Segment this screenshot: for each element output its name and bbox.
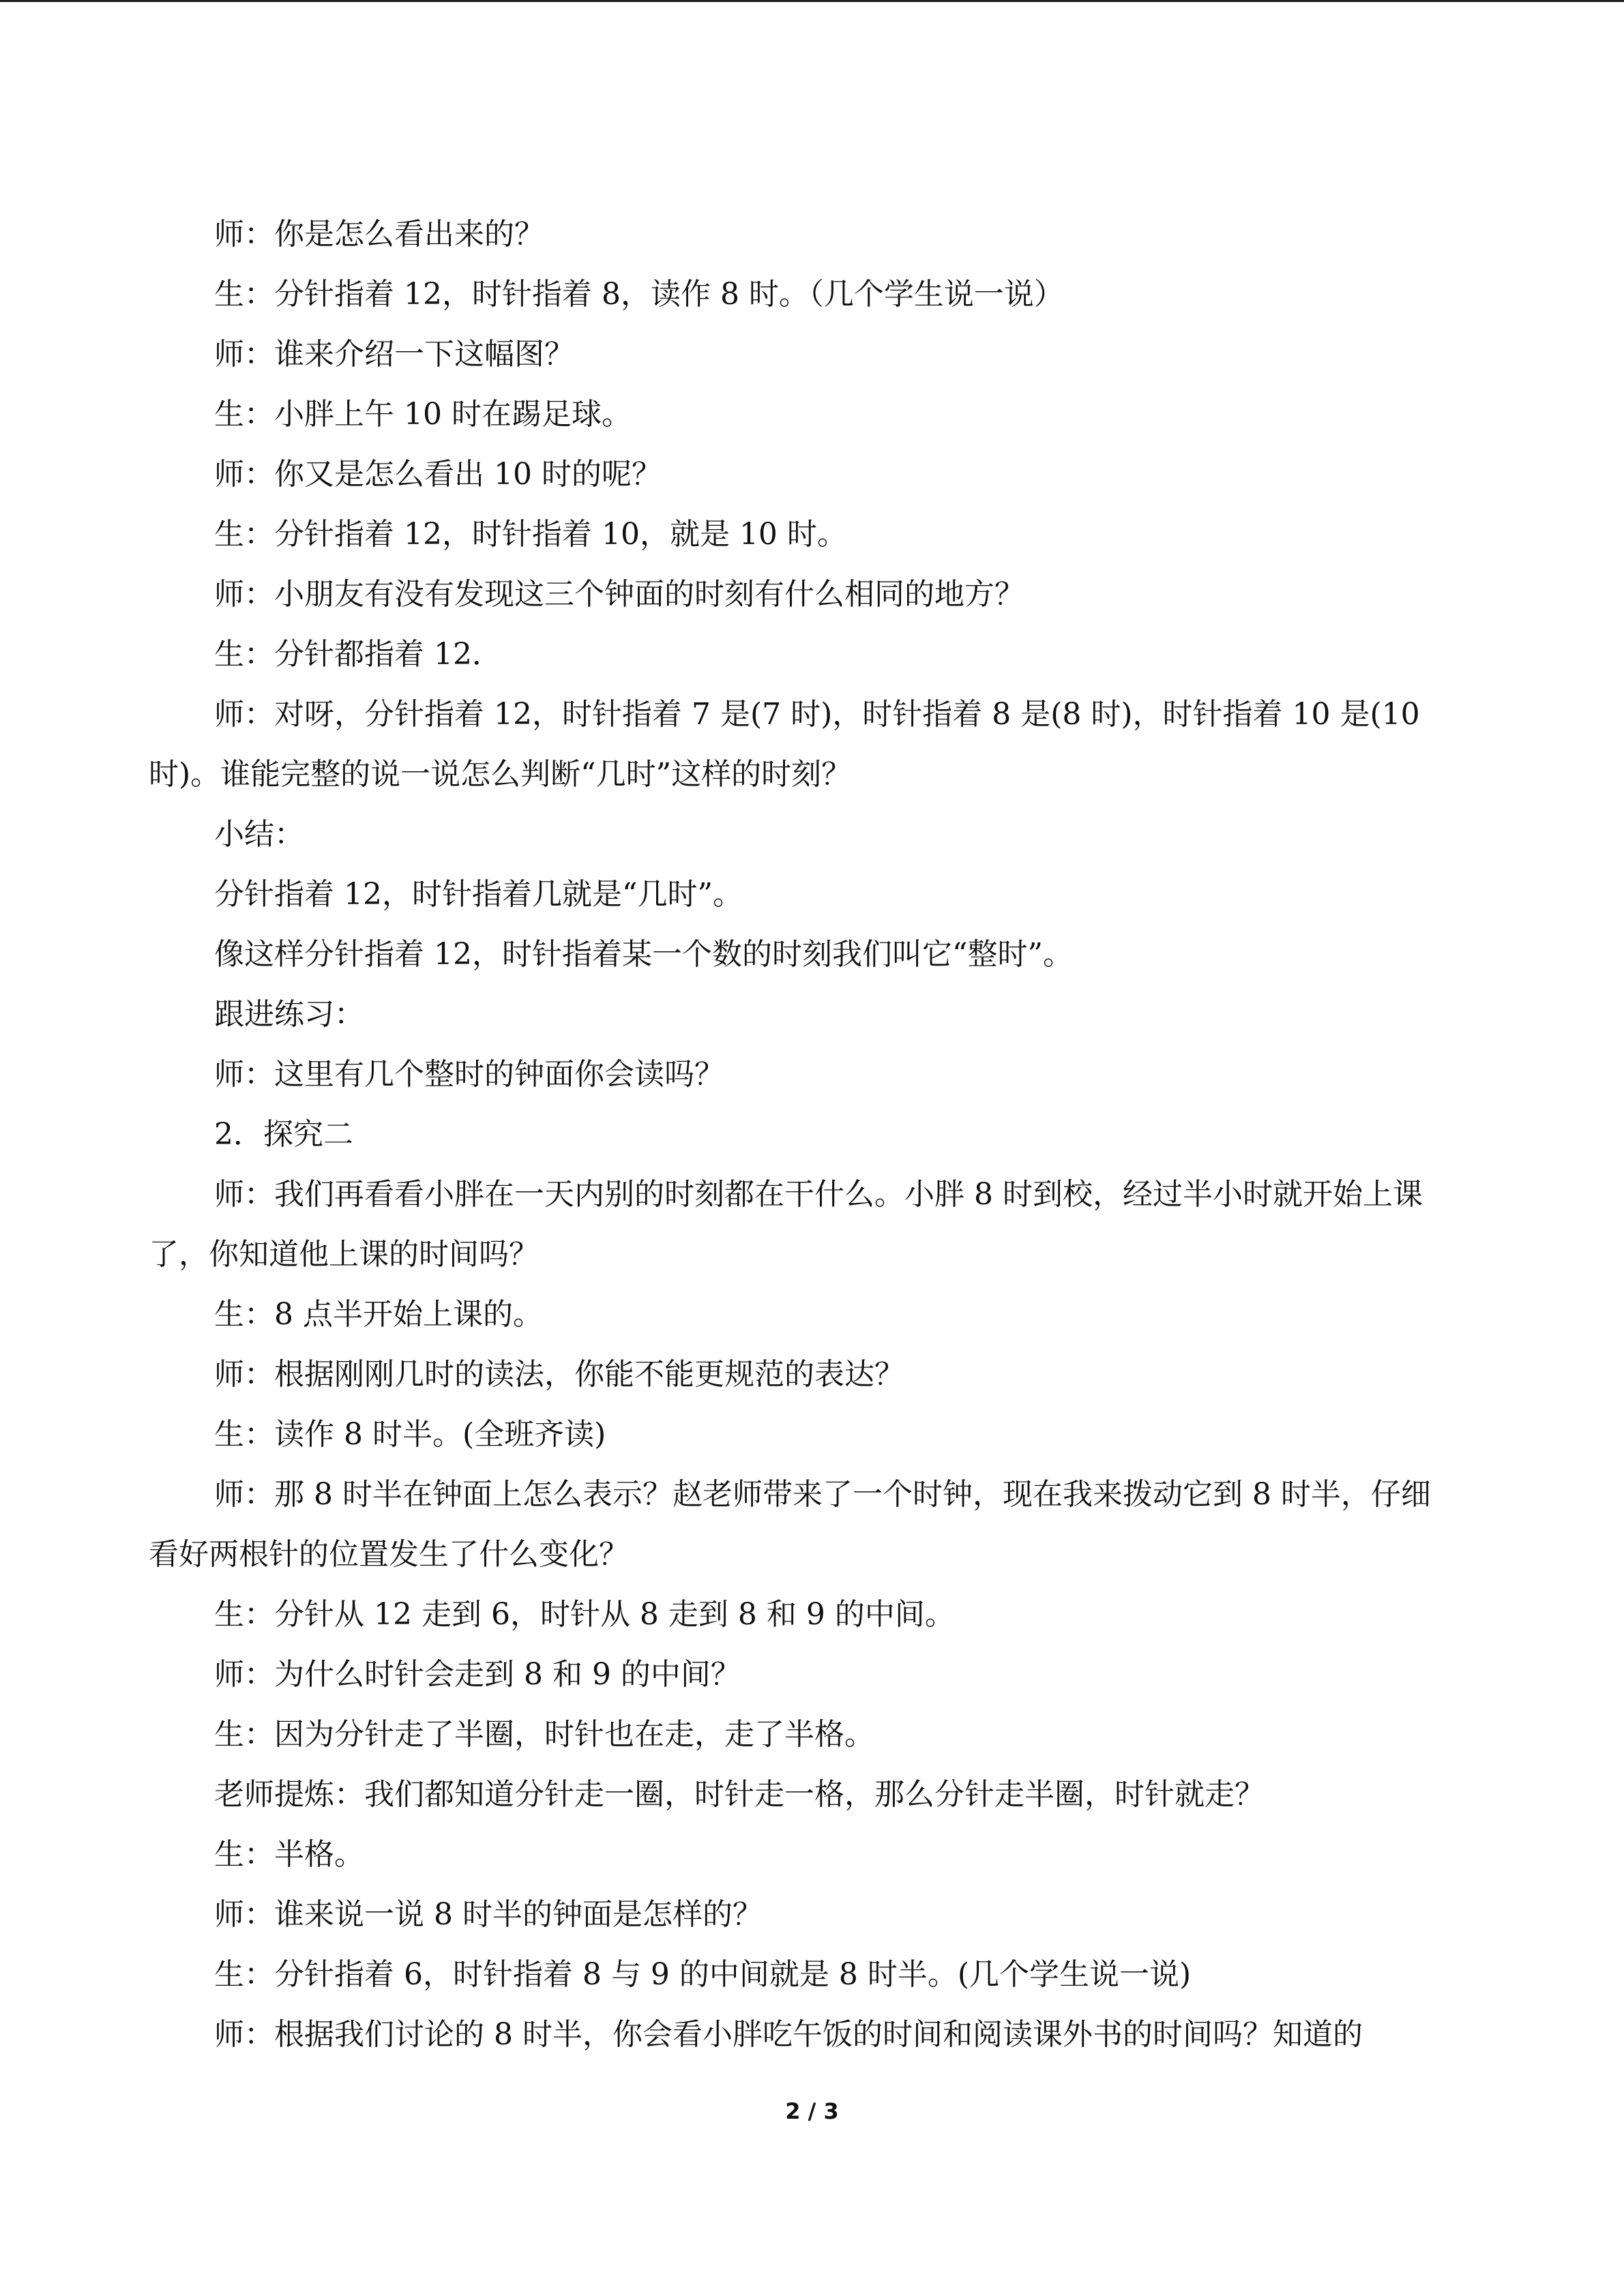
top-border-line — [0, 0, 1624, 2]
paragraph: 老师提炼：我们都知道分针走一圈，时针走一格，那么分针走半圈，时针就走？ — [214, 1777, 1265, 1812]
paragraph: 生：因为分针走了半圈，时针也在走，走了半格。 — [214, 1717, 874, 1752]
paragraph: 师：谁来说一说 8 时半的钟面是怎样的？ — [214, 1897, 763, 1932]
paragraph: 师：那 8 时半在钟面上怎么表示？赵老师带来了一个时钟，现在我来拨动它到 8 时半，仔细看好两根针的位置发生了什么变化？ — [149, 1477, 1431, 1572]
paragraph: 师：根据刚刚几时的读法，你能不能更规范的表达？ — [214, 1357, 904, 1392]
paragraph: 师：谁来介绍一下这幅图？ — [214, 337, 574, 372]
paragraph: 师：这里有几个整时的钟面你会读吗？ — [214, 1057, 724, 1092]
paragraph: 像这样分针指着 12，时针指着某一个数的时刻我们叫它“整时”。 — [214, 937, 1073, 972]
paragraph: 跟进练习： — [214, 997, 364, 1032]
paragraph: 分针指着 12，时针指着几就是“几时”。 — [214, 877, 743, 912]
paragraph: 生：分针指着 12，时针指着 8，读作 8 时。（几个学生说一说） — [214, 277, 1064, 312]
paragraph: 师：对呀，分针指着 12，时针指着 7 是(7 时)，时针指着 8 是(8 时)，时针指着 10 是(10 时)。谁能完整的说一说怎么判断“几时”这样的时刻？ — [149, 697, 1420, 792]
paragraph: 生：小胖上午 10 时在踢足球。 — [214, 397, 632, 432]
paragraph: 师：小朋友有没有发现这三个钟面的时刻有什么相同的地方？ — [214, 577, 1024, 612]
document-body — [149, 205, 1460, 2065]
paragraph: 生：分针都指着 12． — [214, 637, 502, 672]
paragraph: 师：你是怎么看出来的？ — [214, 217, 544, 252]
paragraph: 生：分针指着 6，时针指着 8 与 9 的中间就是 8 时半。(几个学生说一说) — [214, 1957, 1192, 1992]
paragraph: 2．探究二 — [214, 1117, 353, 1152]
paragraph: 生：分针从 12 走到 6，时针从 8 走到 8 和 9 的中间。 — [214, 1597, 955, 1632]
paragraph: 小结： — [214, 817, 304, 852]
paragraph: 师：你又是怎么看出 10 时的呢？ — [214, 457, 662, 492]
paragraph: 生：8 点半开始上课的。 — [214, 1297, 543, 1332]
page-number: 2 / 3 — [785, 2098, 839, 2124]
paragraph: 生：半格。 — [214, 1837, 364, 1872]
paragraph: 师：我们再看看小胖在一天内别的时刻都在干什么。小胖 8 时到校，经过半小时就开始上课了，你知道他上课的时间吗？ — [149, 1177, 1423, 1272]
paragraph: 生：分针指着 12，时针指着 10，就是 10 时。 — [214, 517, 847, 552]
paragraph: 师：根据我们讨论的 8 时半，你会看小胖吃午饭的时间和阅读课外书的时间吗？知道的 — [214, 2017, 1363, 2052]
paragraph: 生：读作 8 时半。(全班齐读) — [214, 1417, 606, 1452]
paragraph: 师：为什么时针会走到 8 和 9 的中间？ — [214, 1657, 741, 1692]
